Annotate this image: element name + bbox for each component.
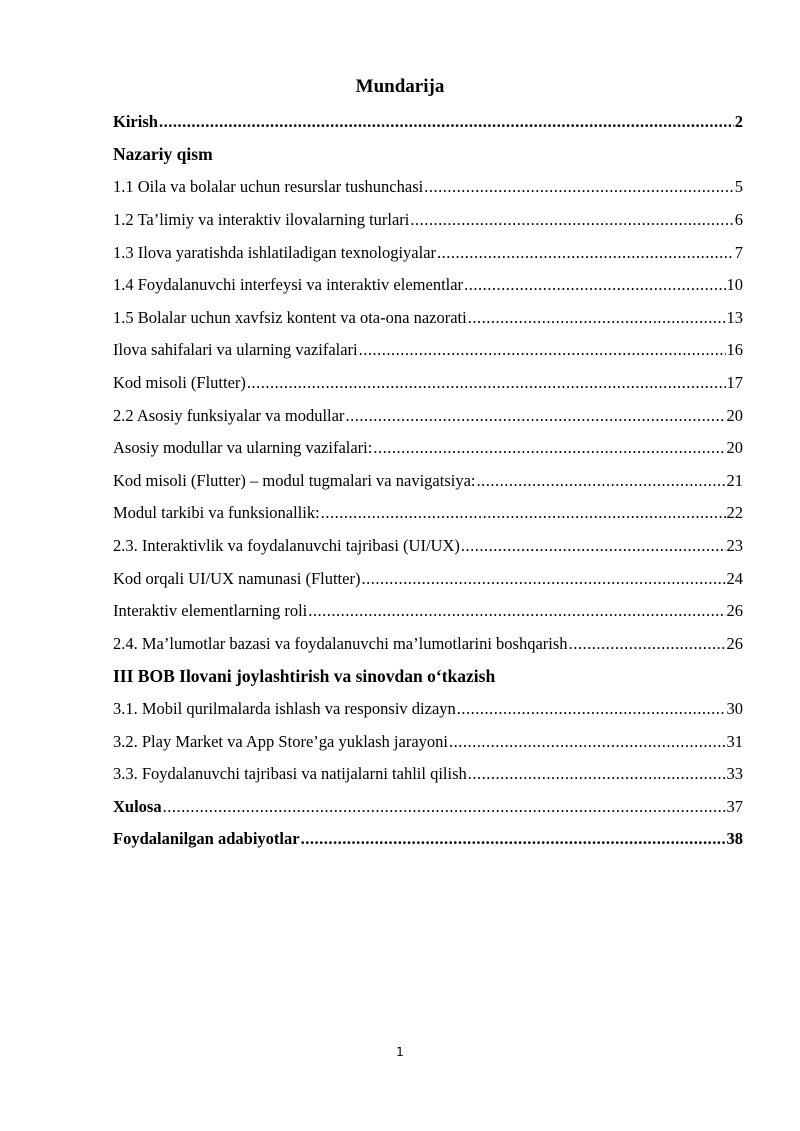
table-of-contents [113,106,743,856]
toc-entry [113,432,743,465]
toc-leader-dots [247,373,726,393]
toc-entry [113,204,743,237]
toc-entry-label: 1.4 Foydalanuvchi interfeysi va interaktiv elementlar [113,275,464,295]
toc-entry [113,497,743,530]
toc-leader-dots [424,177,734,197]
toc-entry-page: 33 [726,764,743,784]
toc-entry-label: Interaktiv elementlarning roli [113,601,308,621]
toc-entry-label: Asosiy modullar va ularning vazifalari: [113,438,373,458]
toc-entry [113,399,743,432]
toc-entry-label: Kod misoli (Flutter) [113,373,246,393]
toc-entry-page: 16 [726,340,743,360]
toc-entry-page: 10 [726,275,743,295]
toc-leader-dots [359,340,726,360]
toc-entry [113,139,743,172]
toc-entry-label: 3.2. Play Market va App Store’ga yuklash jarayoni [113,731,448,751]
toc-entry-label: Ilova sahifalari va ularning vazifalari [113,340,358,360]
toc-entry-page: 2 [734,112,743,132]
toc-entry-label: 1.2 Ta’limiy va interaktiv ilovalarning turlari [113,210,410,230]
toc-entry [113,725,743,758]
page-number: 1 [396,1045,404,1059]
toc-entry-label: III BOB Ilovani joylashtirish va sinovdan o‘tkazish [113,665,496,686]
toc-leader-dots [569,634,726,654]
toc-entry-label: 2.3. Interaktivlik va foydalanuvchi tajribasi (UI/UX) [113,536,460,556]
toc-entry-label: Foydalanilgan adabiyotlar [113,829,300,849]
toc-leader-dots [163,797,726,817]
toc-entry [113,106,743,139]
toc-leader-dots [159,112,734,132]
toc-entry-page: 21 [726,470,743,490]
toc-leader-dots [321,503,726,523]
toc-entry [113,302,743,335]
toc-entry-page: 24 [726,568,743,588]
toc-entry-page: 31 [726,731,743,751]
toc-entry [113,823,743,856]
toc-entry-page: 37 [726,796,743,816]
toc-leader-dots [345,406,725,426]
toc-entry-label: 3.1. Mobil qurilmalarda ishlash va responsiv dizayn [113,698,456,718]
toc-entry-label: 3.3. Foydalanuvchi tajribasi va natijalarni tahlil qilish [113,764,467,784]
toc-entry-label: 1.3 Ilova yaratishda ishlatiladigan texnologiyalar [113,242,437,262]
toc-entry [113,562,743,595]
toc-entry-label: 1.5 Bolalar uchun xavfsiz kontent va ota-ona nazorati [113,307,467,327]
toc-entry-page: 22 [726,503,743,523]
toc-entry-label: Kod orqali UI/UX namunasi (Flutter) [113,568,361,588]
toc-entry [113,269,743,302]
toc-entry-page: 26 [726,633,743,653]
toc-entry [113,367,743,400]
toc-leader-dots [464,275,725,295]
toc-leader-dots [410,210,733,230]
toc-entry [113,236,743,269]
toc-leader-dots [373,438,725,458]
toc-leader-dots [437,243,734,263]
toc-title: Mundarija [355,76,445,97]
toc-entry-label: Kod misoli (Flutter) – modul tugmalari va navigatsiya: [113,470,476,490]
toc-leader-dots [468,764,726,784]
toc-entry [113,628,743,661]
toc-entry-page: 38 [726,829,743,849]
toc-entry-page: 23 [726,536,743,556]
toc-entry [113,595,743,628]
toc-leader-dots [476,471,725,491]
toc-entry-label: Modul tarkibi va funksionallik: [113,503,320,523]
toc-entry [113,790,743,823]
toc-entry [113,530,743,563]
toc-entry [113,693,743,726]
toc-entry-label: 1.1 Oila va bolalar uchun resurslar tushunchasi [113,177,424,197]
toc-entry-label: 2.4. Ma’lumotlar bazasi va foydalanuvchi ma’lumotlarini boshqarish [113,633,568,653]
toc-entry [113,334,743,367]
toc-leader-dots [457,699,726,719]
toc-entry-page: 5 [734,177,743,197]
toc-entry-page: 20 [726,405,743,425]
toc-entry-page: 6 [734,210,743,230]
toc-entry-page: 17 [726,373,743,393]
toc-leader-dots [461,536,726,556]
toc-entry-page: 13 [726,307,743,327]
toc-entry-label: Xulosa [113,796,162,816]
toc-leader-dots [449,732,726,752]
toc-leader-dots [308,601,725,621]
toc-entry-page: 30 [726,698,743,718]
toc-leader-dots [468,308,726,328]
toc-entry [113,171,743,204]
toc-entry-label: 2.2 Asosiy funksiyalar va modullar [113,405,345,425]
toc-entry [113,758,743,791]
toc-entry-page: 7 [734,242,743,262]
toc-leader-dots [361,569,725,589]
toc-entry-page: 20 [726,438,743,458]
toc-entry-page: 26 [726,601,743,621]
toc-entry [113,660,743,693]
toc-leader-dots [301,829,726,849]
toc-entry [113,465,743,498]
toc-entry-label: Kirish [113,112,158,132]
toc-entry-label: Nazariy qism [113,144,213,165]
